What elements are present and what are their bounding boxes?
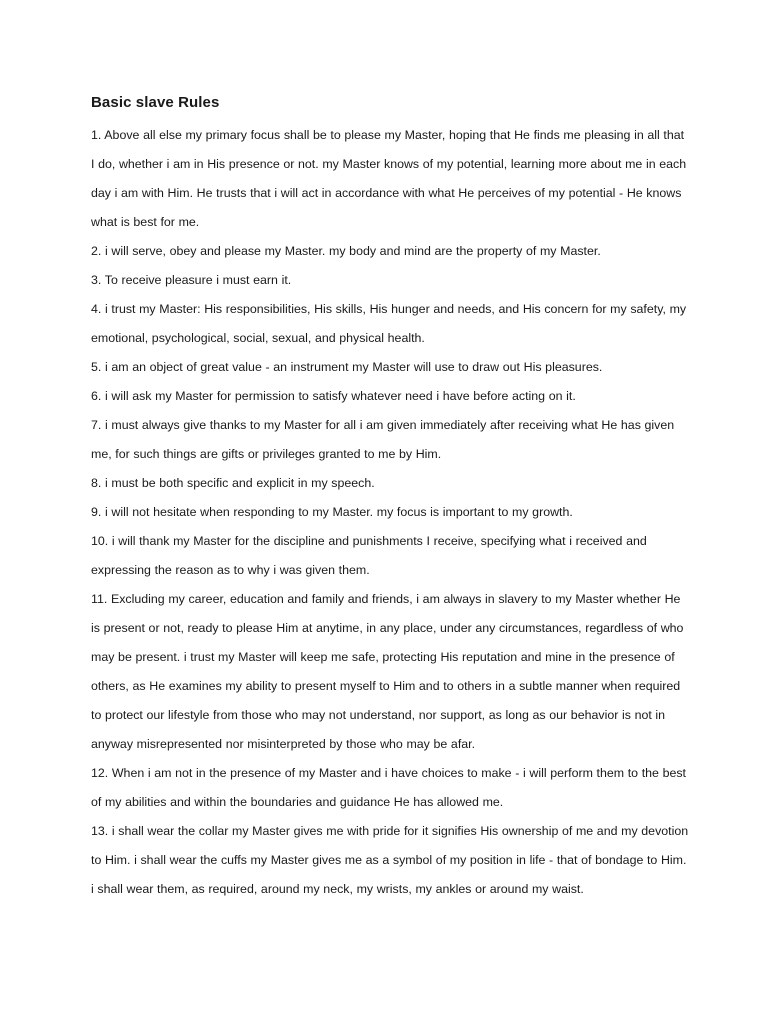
rule-10: 10. i will thank my Master for the discipline and punishments I receive, specifying what i received and expressing the reason as to why i was given them. [91,534,647,577]
rule-11: 11. Excluding my career, education and family and friends, i am always in slavery to my Master whether He is present or not, ready to please Him at anytime, in any place, under any circumstances, regardless of who may be present. i trust my Master will keep me safe, protecting His reputation and mine in the presence of others, as He examines my ability to present myself to Him and to others in a subtle manner when required to protect our lifestyle from those who may not understand, nor support, as long as our behavior is not in anyway misrepresented nor misinterpreted by those who may be afar. [91,592,684,751]
rule-1: 1. Above all else my primary focus shall be to please my Master, hoping that He finds me pleasing in all that I do, whether i am in His presence or not. my Master knows of my potential, learning more about me in each day i am with Him. He trusts that i will act in accordance with what He perceives of my potential - He knows what is best for me. [91,128,687,229]
rule-5: 5. i am an object of great value - an instrument my Master will use to draw out His pleasures. [91,360,603,374]
rule-3: 3. To receive pleasure i must earn it. [91,273,292,287]
rule-2: 2. i will serve, obey and please my Master. my body and mind are the property of my Master. [91,244,601,258]
rule-13: 13. i shall wear the collar my Master gives me with pride for it signifies His ownership of me and my devotion to Him. i shall wear the cuffs my Master gives me as a symbol of my position in life - that of bondage to Him. i shall wear them, as required, around my neck, my wrists, my ankles or around my waist. [91,824,689,896]
rule-4: 4. i trust my Master: His responsibilities, His skills, His hunger and needs, and His concern for my safety, my emotional, psychological, social, sexual, and physical health. [91,302,687,345]
rule-7: 7. i must always give thanks to my Master for all i am given immediately after receiving what He has given me, for such things are gifts or privileges granted to me by Him. [91,418,675,461]
document-title: Basic slave Rules [91,94,220,111]
rule-6: 6. i will ask my Master for permission to satisfy whatever need i have before acting on it. [91,389,576,403]
document-body [91,92,691,904]
rule-8: 8. i must be both specific and explicit in my speech. [91,476,375,490]
rule-9: 9. i will not hesitate when responding to my Master. my focus is important to my growth. [91,505,573,519]
rule-12: 12. When i am not in the presence of my Master and i have choices to make - i will perform them to the best of my abilities and within the boundaries and guidance He has allowed me. [91,766,687,809]
